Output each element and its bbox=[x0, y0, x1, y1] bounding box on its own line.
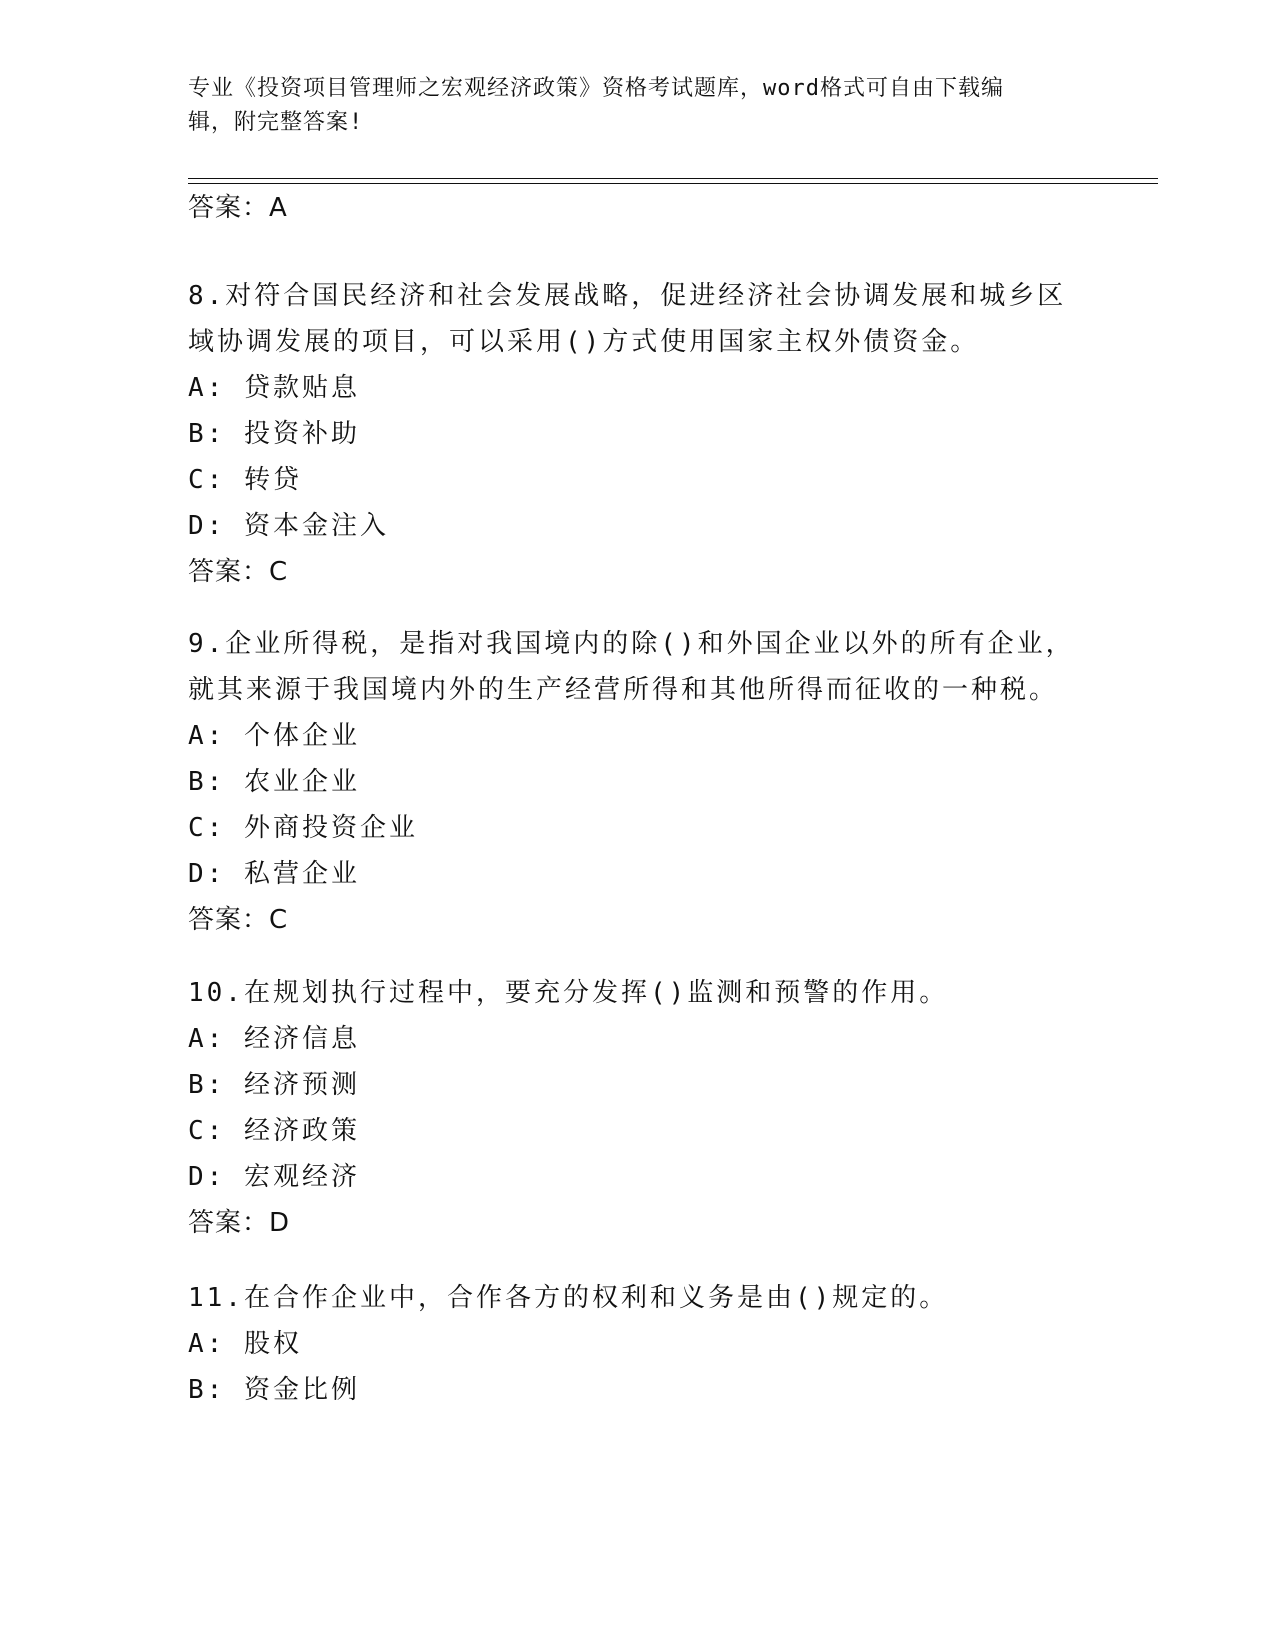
answer-label: 答案：C bbox=[188, 905, 289, 935]
header-line-1: 专业《投资项目管理师之宏观经济政策》资格考试题库，word格式可自由下载编 bbox=[188, 76, 1004, 101]
option-b: B: 农业企业 bbox=[188, 767, 360, 797]
question-10 bbox=[188, 970, 1088, 1246]
answer-label: 答案：A bbox=[188, 193, 288, 223]
question-9 bbox=[188, 621, 1088, 943]
option-a: A: 个体企业 bbox=[188, 721, 360, 751]
option-b: B: 投资补助 bbox=[188, 419, 360, 449]
option-d: D: 宏观经济 bbox=[188, 1162, 360, 1192]
question-stem-line: 9.企业所得税，是指对我国境内的除()和外国企业以外的所有企业， bbox=[188, 629, 1075, 659]
option-d: D: 资本金注入 bbox=[188, 511, 389, 541]
answer-label: 答案：C bbox=[188, 557, 289, 587]
option-c: C: 转贷 bbox=[188, 465, 302, 495]
header-divider-top bbox=[188, 178, 1158, 179]
option-d: D: 私营企业 bbox=[188, 859, 360, 889]
question-stem-line: 10.在规划执行过程中，要充分发挥()监测和预警的作用。 bbox=[188, 978, 949, 1008]
option-a: A: 经济信息 bbox=[188, 1024, 360, 1054]
option-c: C: 外商投资企业 bbox=[188, 813, 418, 843]
question-stem-line: 11.在合作企业中，合作各方的权利和义务是由()规定的。 bbox=[188, 1283, 949, 1313]
question-stem-line: 8.对符合国民经济和社会发展战略，促进经济社会协调发展和城乡区 bbox=[188, 281, 1067, 311]
option-c: C: 经济政策 bbox=[188, 1116, 360, 1146]
question-stem-line: 就其来源于我国境内外的生产经营所得和其他所得而征收的一种税。 bbox=[188, 675, 1059, 705]
previous-answer-block bbox=[188, 185, 1088, 231]
option-a: A: 贷款贴息 bbox=[188, 373, 360, 403]
option-b: B: 资金比例 bbox=[188, 1375, 360, 1405]
question-11 bbox=[188, 1275, 1088, 1413]
header-divider-bottom bbox=[188, 183, 1158, 184]
answer-label: 答案：D bbox=[188, 1208, 291, 1238]
question-stem-line: 域协调发展的项目，可以采用()方式使用国家主权外债资金。 bbox=[188, 327, 980, 357]
option-a: A: 股权 bbox=[188, 1329, 302, 1359]
option-b: B: 经济预测 bbox=[188, 1070, 360, 1100]
header-line-2: 辑，附完整答案! bbox=[188, 110, 364, 135]
document-header bbox=[188, 72, 1088, 140]
question-8 bbox=[188, 273, 1088, 595]
